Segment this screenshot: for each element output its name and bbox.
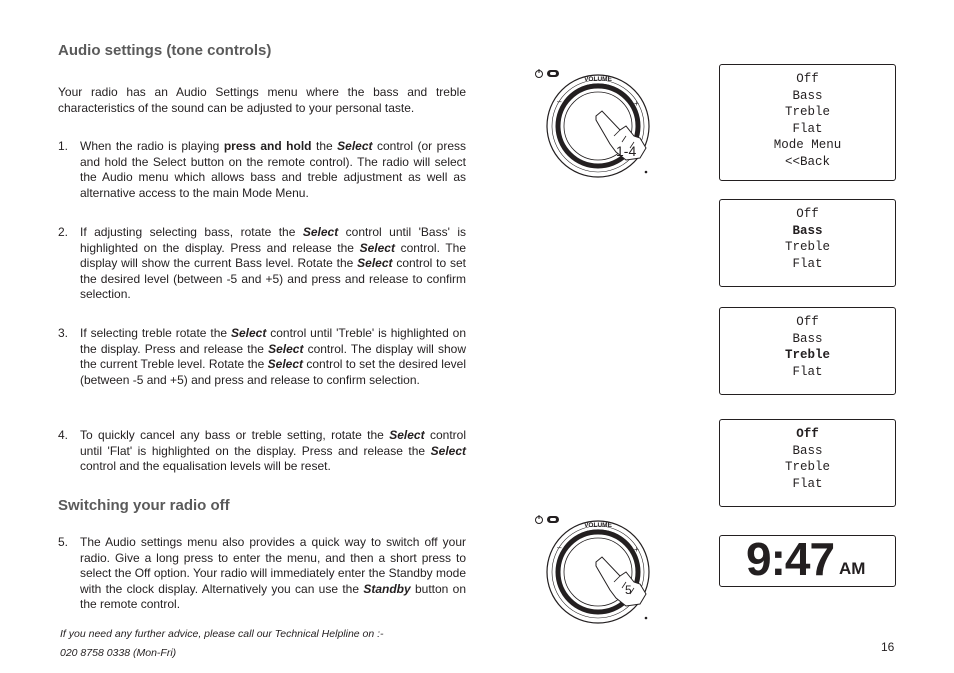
control-name: Standby [363, 581, 411, 596]
emphasis-text: press and hold [223, 139, 312, 153]
control-name: Select [359, 240, 395, 255]
menu-line: Mode Menu [773, 138, 842, 152]
menu-line-highlighted: Off [796, 427, 819, 441]
page-number: 16 [881, 640, 895, 654]
clock-display [719, 535, 896, 587]
menu-line: Flat [792, 256, 823, 271]
menu-line: Flat [792, 121, 823, 136]
volume-knob-illustration [530, 510, 670, 630]
step-number: 1. [58, 139, 69, 153]
display-panel-off [719, 419, 896, 507]
power-standby-icon [536, 515, 560, 524]
step-text [80, 326, 466, 388]
control-name: Select [337, 139, 373, 153]
menu-line: Off [796, 72, 819, 86]
menu-line-highlighted: Treble [784, 348, 830, 362]
menu-line: Off [796, 207, 819, 221]
menu-line: Bass [792, 443, 823, 458]
menu-line: Bass [792, 331, 823, 346]
step-text-run: control. The display will show the current Treble level. Rotate the [80, 341, 466, 371]
step-text-run: control until 'Flat' is highlighted on the display. Press and release the [80, 428, 466, 458]
minus-label: – [557, 97, 562, 106]
step-1 [58, 139, 466, 201]
control-name: Select [230, 326, 267, 340]
step-text [80, 428, 466, 475]
step-number: 5. [58, 535, 69, 549]
step-text-run: button on the remote control. [80, 581, 466, 611]
display-panel-audio-menu [719, 64, 896, 181]
menu-line: Bass [792, 88, 823, 103]
step-text-run: control. The display will show the current Bass level. Rotate the [80, 240, 467, 270]
step-text-run: When the radio is playing [80, 139, 224, 153]
step-number: 4. [58, 428, 69, 442]
display-panel-treble [719, 307, 896, 395]
step-text-run: control to set the desired level (between -5 and +5) and press and release to confirm selection. [80, 357, 466, 387]
step-text [80, 225, 466, 303]
menu-line: <<Back [784, 154, 830, 169]
step-number: 3. [58, 326, 69, 340]
step-4 [58, 428, 466, 475]
plus-label: + [634, 99, 639, 108]
intro-paragraph: Your radio has an Audio Settings menu where the bass and treble characteristics of the sound can be adjusted to your personal taste. [58, 85, 466, 115]
step-5 [58, 535, 466, 613]
control-name: Select [389, 428, 425, 442]
section-heading-audio-settings: Audio settings (tone controls) [58, 42, 272, 59]
minus-label: – [557, 543, 562, 552]
menu-line: Flat [792, 364, 823, 379]
step-number: 2. [58, 225, 69, 239]
volume-knob-illustration [530, 64, 670, 184]
step-callout: 5 [625, 583, 632, 597]
menu-line: Treble [784, 460, 830, 474]
step-text-run: control (or press and hold the Select button on the remote control). The radio will select the Audio menu which allows bass and treble adjustment as well as alternative access to the main Mode Menu. [80, 139, 466, 200]
power-standby-icon [536, 69, 560, 78]
step-text-run: control until 'Treble' is highlighted on the display. Press and release the [80, 326, 466, 356]
volume-label: VOLUME [584, 522, 612, 529]
menu-line: Flat [792, 476, 823, 491]
step-text-run: control and the equalisation levels will be reset. [80, 459, 331, 473]
step-text-run: The Audio settings menu also provides a quick way to switch off your radio. Give a long press to enter the menu, and then a short press to select the Off option. Your radio will immediately enter the Standby mode with the clock display. Alternatively you can use the [80, 535, 466, 596]
helpline-number: 020 8758 0338 (Mon-Fri) [60, 647, 177, 659]
step-text-run: If selecting treble rotate the [80, 326, 231, 340]
display-panel-bass [719, 199, 896, 287]
control-name: Select [267, 357, 304, 371]
helpline-note: If you need any further advice, please call our Technical Helpline on :- [60, 628, 384, 640]
control-name: Select [357, 256, 393, 270]
section-heading-switching-off: Switching your radio off [58, 497, 230, 514]
clock-ampm: AM [839, 559, 866, 578]
step-text [80, 139, 466, 201]
step-text-run: the [311, 139, 338, 153]
clock-time: 9:47 [746, 533, 835, 585]
control-name: Select [302, 225, 339, 239]
menu-line: Treble [784, 240, 830, 254]
step-callout: 1-4 [616, 143, 637, 159]
step-text-run: control to set the desired level (between -5 and +5) and press and release to confirm selection. [80, 256, 467, 301]
step-text-run: control until 'Bass' is highlighted on the display. Press and release the [80, 225, 466, 255]
step-text-run: To quickly cancel any bass or treble setting, rotate the [80, 428, 390, 442]
step-text-run: If adjusting selecting bass, rotate the [80, 225, 303, 239]
volume-label: VOLUME [584, 76, 612, 83]
step-text [80, 535, 466, 613]
control-name: Select [430, 443, 466, 458]
menu-line-highlighted: Bass [792, 223, 823, 238]
menu-line: Treble [784, 105, 830, 119]
step-2 [58, 225, 466, 303]
step-3 [58, 326, 466, 388]
control-name: Select [268, 341, 304, 356]
menu-line: Off [796, 315, 819, 329]
plus-label: + [634, 545, 639, 554]
